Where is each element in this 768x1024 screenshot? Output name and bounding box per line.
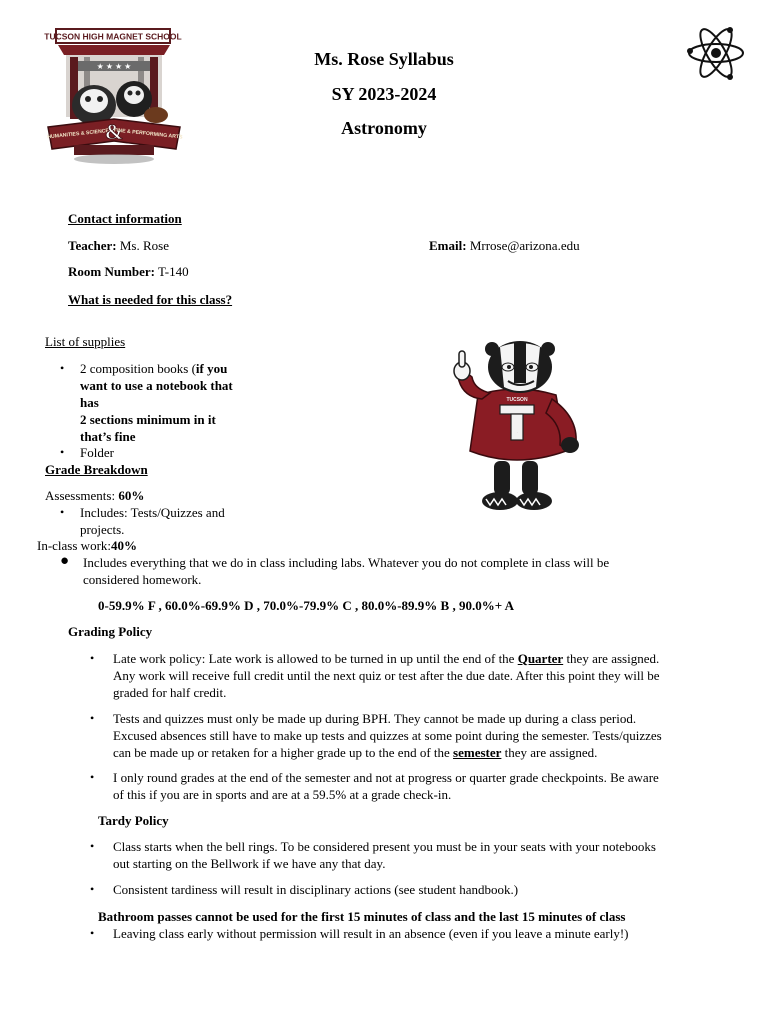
logo-right-text: FINE & PERFORMING ARTS <box>113 127 183 141</box>
mascot-sweater-letter: T <box>516 433 518 434</box>
tardy-p1-b: out starting on the Bellwork if we have any that day. <box>113 856 386 871</box>
tardy-policy-item-2: Consistent tardiness will result in disciplinary actions (see student handbook.) <box>113 882 519 897</box>
teacher-value: Ms. Rose <box>119 238 169 253</box>
bullet-glyph: • <box>90 651 95 665</box>
teacher-line <box>68 237 169 254</box>
supplies-heading: List of supplies <box>45 334 126 349</box>
assessments-label: Assessments: <box>45 488 119 503</box>
bullet-glyph: • <box>90 839 95 853</box>
grading-p1-b: they are assigned. <box>563 651 660 666</box>
mascot-sweater-text: TUCSON <box>506 397 528 403</box>
dot-glyph: ● <box>60 553 70 569</box>
bullet-glyph: • <box>90 882 95 896</box>
tardy-policy-heading: Tardy Policy <box>98 813 169 828</box>
email-label: Email: <box>429 238 467 253</box>
page-title: Ms. Rose Syllabus <box>314 49 454 69</box>
grading-p3-a: I only round grades at the end of the semester and not at progress or quarter grade checkpoints. Be aware <box>113 770 659 785</box>
svg-text:&: & <box>104 119 124 144</box>
supply-item-2: Folder <box>80 445 114 460</box>
grading-p2-semester: semester <box>453 745 502 760</box>
bathroom-heading: Bathroom passes cannot be used for the first 15 minutes of class and the last 15 minutes of class <box>98 909 626 924</box>
school-crest-logo <box>44 27 184 167</box>
assessments-value: 60% <box>118 488 145 503</box>
grading-p1-a: Late work policy: Late work is allowed to be turned in up until the end of the <box>113 651 518 666</box>
assessments-detail-a: Includes: Tests/Quizzes and <box>80 505 225 520</box>
school-year: SY 2023-2024 <box>331 84 437 104</box>
room-line <box>68 263 189 280</box>
grading-p2-a: Tests and quizzes must only be made up during BPH. They cannot be made up during a class period. <box>113 711 637 726</box>
classwork-detail-b: considered homework. <box>83 572 202 587</box>
grading-p2-d: they are assigned. <box>501 745 598 760</box>
supply-item-1 <box>80 360 260 445</box>
supply-item-1-bold-e: that’s fine <box>80 429 136 444</box>
email-line <box>429 237 580 254</box>
bullet-glyph: • <box>90 770 95 784</box>
classwork-label: In-class work: <box>37 538 112 553</box>
grading-p3-b: of this if you are in sports and are at a 59.5% at a grade check-in. <box>113 787 452 802</box>
bullet-glyph: • <box>60 361 65 375</box>
grade-scale: 0-59.9% F , 60.0%-69.9% D , 70.0%-79.9% C , 80.0%-89.9% B , 90.0%+ A <box>98 598 515 613</box>
needed-heading: What is needed for this class? <box>68 292 233 307</box>
bullet-glyph: • <box>90 926 95 940</box>
contact-heading: Contact information <box>68 211 182 226</box>
badger-mascot <box>448 333 586 518</box>
atom-icon <box>685 22 747 84</box>
grading-policy-item-3 <box>113 769 713 803</box>
classwork-detail-a: Includes everything that we do in class including labs. Whatever you do not complete in class will be <box>83 555 610 570</box>
tardy-policy-item-1 <box>113 838 713 872</box>
supply-item-1-bold-a: if you <box>195 361 228 376</box>
grade-breakdown-heading: Grade Breakdown <box>45 462 148 477</box>
supply-item-1-bold-c: has <box>80 395 99 410</box>
bullet-glyph: • <box>90 711 95 725</box>
supply-item-1-bold-b: want to use a notebook that <box>80 378 233 393</box>
logo-left-text: HUMANITIES & SCIENCES <box>47 127 113 141</box>
classwork-value: 40% <box>111 538 138 553</box>
grading-p1-quarter: Quarter <box>517 651 564 666</box>
teacher-label: Teacher: <box>68 238 117 253</box>
tardy-p1-a: Class starts when the bell rings. To be considered present you must be in your seats with your notebooks <box>113 839 656 854</box>
assessments-detail <box>80 504 225 538</box>
grading-p1-c: Any work will receive full credit until the next quiz or test after the due date. After this point they will be <box>113 668 660 683</box>
grading-policy-item-1 <box>113 650 713 701</box>
grading-p1-d: graded for half credit. <box>113 685 227 700</box>
logo-banner-text: TUCSON HIGH MAGNET SCHOOL <box>44 31 182 42</box>
grading-p2-c: can be made up or retaken for a higher grade up to the end of the <box>113 745 454 760</box>
bathroom-item-1: Leaving class early without permission will result in an absence (even if you leave a minute early!) <box>113 926 629 941</box>
assessments-line <box>45 487 144 504</box>
subject-title: Astronomy <box>341 118 427 138</box>
grading-policy-item-2 <box>113 710 713 761</box>
grading-p2-b: Excused absences still have to make up tests and quizzes at some point during the semester. Tests/quizzes <box>113 728 662 743</box>
supply-item-1-bold-d: 2 sections minimum in it <box>80 412 216 427</box>
grading-policy-heading: Grading Policy <box>68 624 153 639</box>
bullet-glyph: • <box>60 445 65 459</box>
assessments-detail-b: projects. <box>80 522 125 537</box>
classwork-detail <box>83 554 703 588</box>
room-value: T-140 <box>158 264 189 279</box>
supply-item-1-text: 2 composition books ( <box>80 361 196 376</box>
bullet-glyph: • <box>60 505 65 519</box>
room-label: Room Number: <box>68 264 156 279</box>
email-value[interactable]: Mrrose@arizona.edu <box>469 238 580 253</box>
classwork-line <box>37 537 137 554</box>
svg-text:★ ★ ★ ★: ★ ★ ★ ★ <box>96 62 132 71</box>
